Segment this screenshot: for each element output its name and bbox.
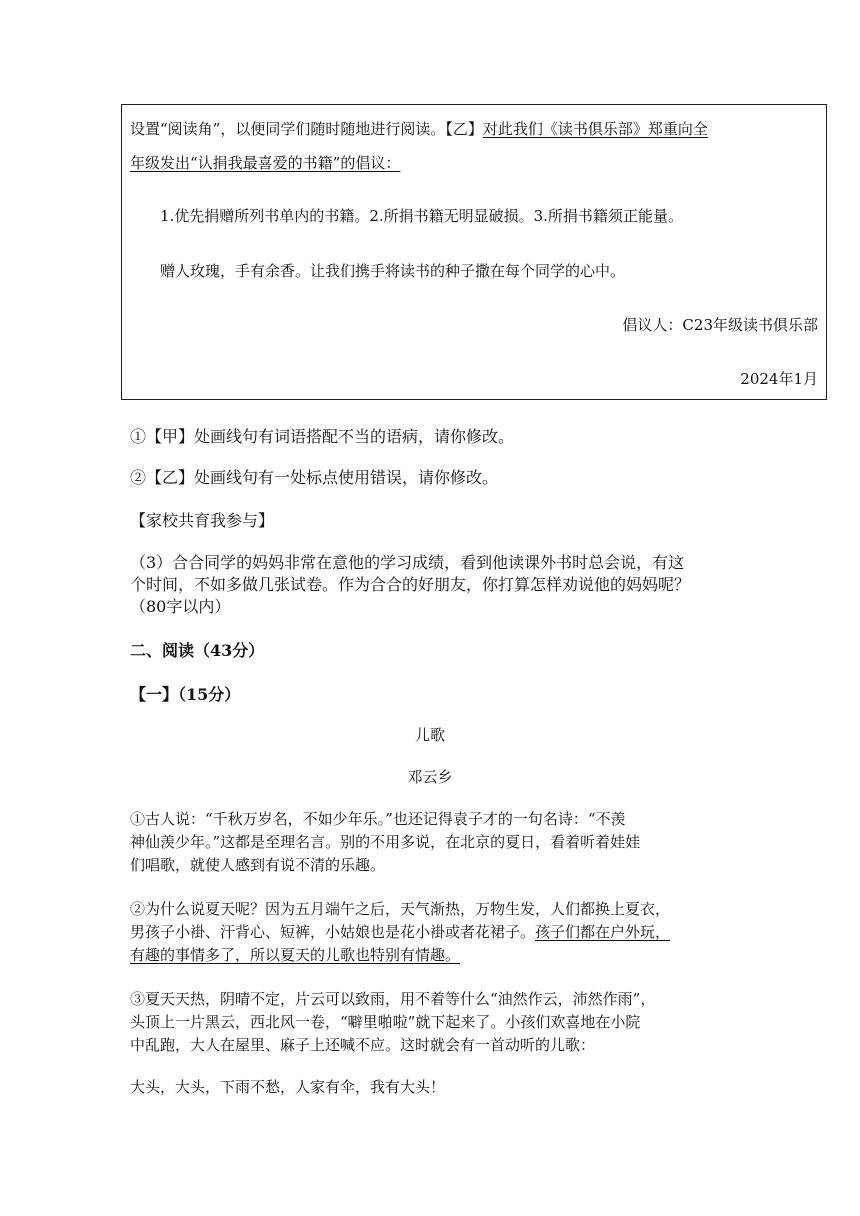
proposal-line-2: 年级发出“认捐我最喜爱的书籍”的倡议： [130,154,401,172]
paragraph-3-line-2: 头顶上一片黑云，西北风一卷，“噼里啪啦”就下起来了。小孩们欢喜地在小院 [130,1013,641,1031]
question-3-line-2: 个时间，不如多做几张试卷。作为合合的好朋友，你打算怎样劝说他的妈妈呢？ [130,575,691,594]
proposal-rules: 1.优先捐赠所列书单内的书籍。2.所捐书籍无明显破损。3.所捐书籍须正能量。 [160,207,683,225]
article-author: 邓云乡 [407,768,453,786]
nursery-rhyme: 大头，大头，下雨不愁，人家有伞，我有大头！ [130,1078,446,1096]
proposal-date: 2024年1月 [740,370,818,388]
paragraph-2-line-2-text: 男孩子小褂、汗背心、短裤，小姑娘也是花小褂或者花裙子。 [130,923,536,941]
question-3-line-3: （80字以内） [130,597,231,616]
paragraph-1-line-2: 神仙羡少年。”这都是至理名言。别的不用多说，在北京的夏日，看着听着娃娃 [130,833,641,851]
question-3-line-1: （3）合合同学的妈妈非常在意他的学习成绩，看到他读课外书时总会说，有这 [130,553,685,572]
reading-section-title: 二、阅读（43分） [130,641,265,660]
proposal-signer: 倡议人：C23年级读书俱乐部 [622,316,818,334]
paragraph-1-line-1: ①古人说：“千秋万岁名，不如少年乐。”也还记得袁子才的一句名诗：“不羡 [130,810,626,828]
article-title: 儿歌 [414,726,445,744]
proposal-line-1-text: 设置“阅读角”，以便同学们随时随地进行阅读。【乙】 [130,120,483,138]
proposal-line-1 [130,118,708,139]
question-1: ①【甲】处画线句有词语搭配不当的语病，请你修改。 [130,427,515,446]
underlined-sentence-yi: 对此我们《读书俱乐部》郑重向全 [482,120,708,138]
reading-part-title: 【一】（15分） [130,685,241,704]
section-heading-home-school: 【家校共育我参与】 [130,511,275,530]
underlined-sentence-part-1: 孩子们都在户外玩， [535,923,671,941]
paragraph-2-line-1: ②为什么说夏天呢？因为五月端午之后，天气渐热，万物生发，人们都换上夏衣， [130,900,671,918]
paragraph-3-line-1: ③夏天天热，阴晴不定，片云可以致雨，用不着等什么“油然作云，沛然作雨”， [130,990,656,1008]
paragraph-3-line-3: 中乱跑，大人在屋里、麻子上还喊不应。这时就会有一首动听的儿歌： [130,1036,596,1054]
question-2: ②【乙】处画线句有一处标点使用错误，请你修改。 [130,468,499,487]
paragraph-2-line-2 [130,921,670,942]
underlined-sentence-part-2: 有趣的事情多了，所以夏天的儿歌也特别有情趣。 [130,946,461,964]
paragraph-1-line-3: 们唱歌，就使人感到有说不清的乐趣。 [130,856,386,874]
proposal-closing: 赠人玫瑰，手有余香。让我们携手将读书的种子撒在每个同学的心中。 [160,262,626,280]
proposal-box [121,104,827,400]
